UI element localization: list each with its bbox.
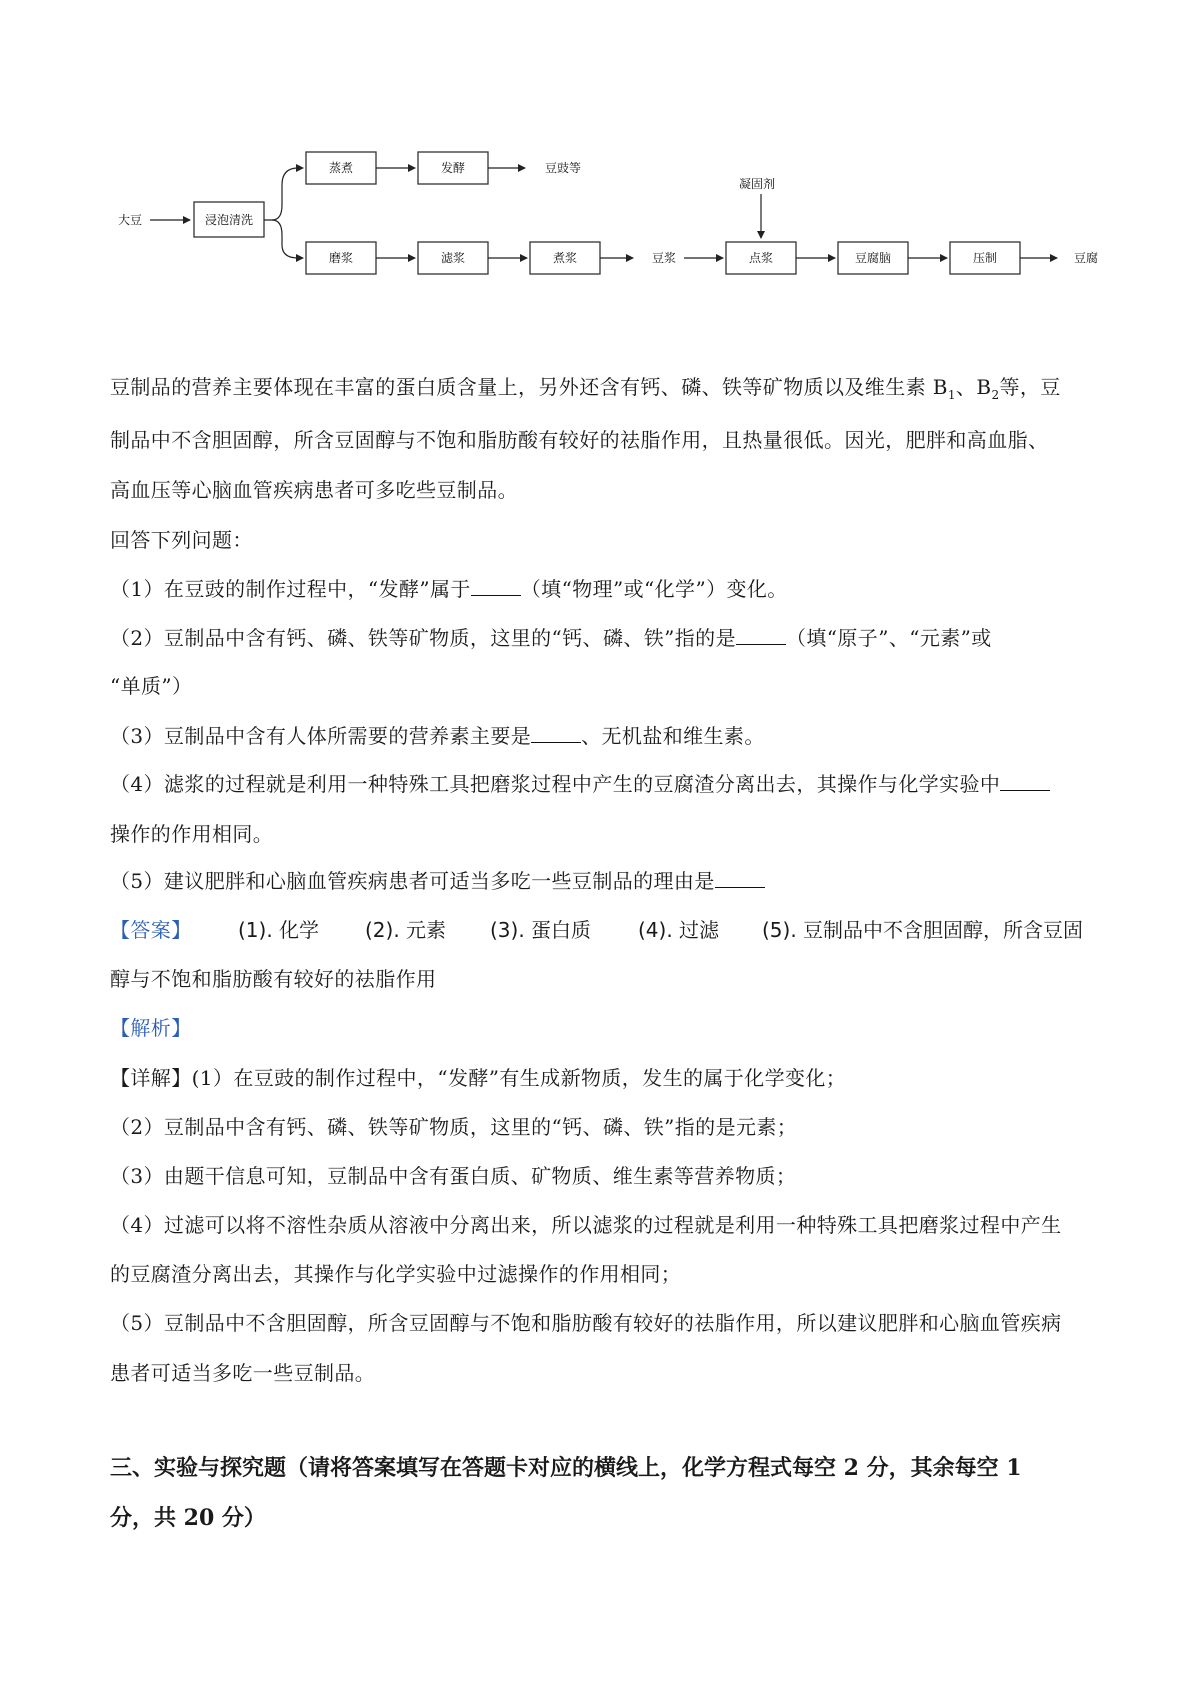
flow-box-filter-label: 滤浆 xyxy=(440,251,466,265)
analysis-detail-4-cont: 的豆腐渣分离出去，其操作与化学实验中过滤操作的作用相同； xyxy=(110,1262,682,1286)
flow-box-boil-label: 煮浆 xyxy=(552,251,578,265)
flow-label-soymilk: 豆浆 xyxy=(652,251,677,265)
flow-box-grind-label: 磨浆 xyxy=(328,251,354,265)
answer-2: (2). 元素 xyxy=(365,918,447,942)
question-1 xyxy=(110,577,788,601)
question-3 xyxy=(110,724,765,748)
section-heading-cont: 分，共 20 分） xyxy=(110,1505,266,1531)
passage-line-3: 高血压等心脑血管疾病患者可多吃些豆制品。 xyxy=(110,478,518,502)
analysis-detail-2: （2）豆制品中含有钙、磷、铁等矿物质，这里的“钙、磷、铁”指的是元素； xyxy=(110,1115,798,1139)
answer-5: (5). 豆制品中不含胆固醇，所含豆固 xyxy=(762,918,1084,942)
vitamin-subscript: 1 xyxy=(947,388,956,402)
vitamin-b1 xyxy=(932,375,956,402)
flow-label-tofu: 豆腐 xyxy=(1074,251,1099,265)
analysis-detail-3: （3）由题干信息可知，豆制品中含有蛋白质、矿物质、维生素等营养物质； xyxy=(110,1164,797,1188)
analysis-detail-5: （5）豆制品中不含胆固醇，所含豆固醇与不饱和脂肪酸有较好的祛脂作用，所以建议肥胖和心脑血管疾病 xyxy=(110,1311,1062,1335)
question-4 xyxy=(110,772,1050,796)
vitamin-letter: B xyxy=(932,375,948,399)
question-2-cont: “单质”） xyxy=(110,674,193,698)
section-heading: 三、实验与探究题（请将答案填写在答题卡对应的横线上，化学方程式每空 2 分，其余每空 1 xyxy=(110,1455,1022,1481)
question-5 xyxy=(110,869,765,893)
question-text: 、无机盐和维生素。 xyxy=(581,724,765,748)
flow-box-ferment-label: 发酵 xyxy=(440,161,466,175)
answer-tag: 【答案】 xyxy=(110,918,192,942)
answer-5-cont: 醇与不饱和脂肪酸有较好的祛脂作用 xyxy=(110,967,437,991)
answer-blank xyxy=(736,626,786,645)
answer-blank xyxy=(715,869,765,888)
flow-label-soybean: 大豆 xyxy=(118,213,143,227)
answer-blank xyxy=(531,724,581,743)
flow-branch-down xyxy=(272,220,303,258)
flow-box-soak-label: 浸泡清洗 xyxy=(204,213,254,227)
question-text: （填“原子”、“元素”或 xyxy=(785,626,992,650)
answer-3: (3). 蛋白质 xyxy=(490,918,592,942)
passage-line-1 xyxy=(110,375,1061,402)
question-text: （2）豆制品中含有钙、磷、铁等矿物质，这里的“钙、磷、铁”指的是 xyxy=(110,626,736,650)
passage-text: 等，豆 xyxy=(999,375,1061,399)
question-4-cont: 操作的作用相同。 xyxy=(110,822,274,846)
flow-box-steam-label: 蒸煮 xyxy=(328,161,354,175)
separator: 、 xyxy=(955,375,977,399)
vitamin-b2 xyxy=(976,375,1000,402)
analysis-tag: 【解析】 xyxy=(110,1016,192,1040)
analysis-detail-4: （4）过滤可以将不溶性杂质从溶液中分离出来，所以滤浆的过程就是利用一种特殊工具把磨浆过程中产生 xyxy=(110,1213,1062,1237)
vitamin-subscript: 2 xyxy=(991,388,1000,402)
question-text: （3）豆制品中含有人体所需要的营养素主要是 xyxy=(110,724,532,748)
answer-1: (1). 化学 xyxy=(238,918,320,942)
analysis-detail-5-cont: 患者可适当多吃一些豆制品。 xyxy=(110,1361,376,1385)
passage-text: 豆制品的营养主要体现在丰富的蛋白质含量上，另外还含有钙、磷、铁等矿物质以及维生素 xyxy=(110,375,926,399)
analysis-detail-1: 【详解】(1）在豆豉的制作过程中，“发酵”有生成新物质，发生的属于化学变化； xyxy=(110,1066,847,1090)
prompt: 回答下列问题： xyxy=(110,528,253,552)
tofu-process-flowchart xyxy=(0,0,1200,300)
flow-label-coagulant: 凝固剂 xyxy=(738,177,776,191)
question-text: （5）建议肥胖和心脑血管疾病患者可适当多吃一些豆制品的理由是 xyxy=(110,869,715,893)
flow-box-curd-label: 豆腐脑 xyxy=(854,251,892,265)
answer-blank xyxy=(471,577,521,596)
question-text: （4）滤浆的过程就是利用一种特殊工具把磨浆过程中产生的豆腐渣分离出去，其操作与化学实验中 xyxy=(110,772,1001,796)
flow-branch-up xyxy=(264,168,303,220)
passage-line-2: 制品中不含胆固醇，所含豆固醇与不饱和脂肪酸有较好的祛脂作用，且热量很低。因光，肥胖和高血脂、 xyxy=(110,428,1049,452)
answer-blank xyxy=(1000,772,1050,791)
flow-box-point-label: 点浆 xyxy=(748,251,774,265)
question-text: （填“物理”或“化学”）变化。 xyxy=(520,577,788,601)
question-text: （1）在豆豉的制作过程中，“发酵”属于 xyxy=(110,577,471,601)
answer-4: (4). 过滤 xyxy=(638,918,720,942)
flow-label-douchi: 豆豉等 xyxy=(545,161,582,175)
flow-box-press-label: 压制 xyxy=(972,251,998,265)
vitamin-letter: B xyxy=(976,375,992,399)
question-2 xyxy=(110,626,992,650)
